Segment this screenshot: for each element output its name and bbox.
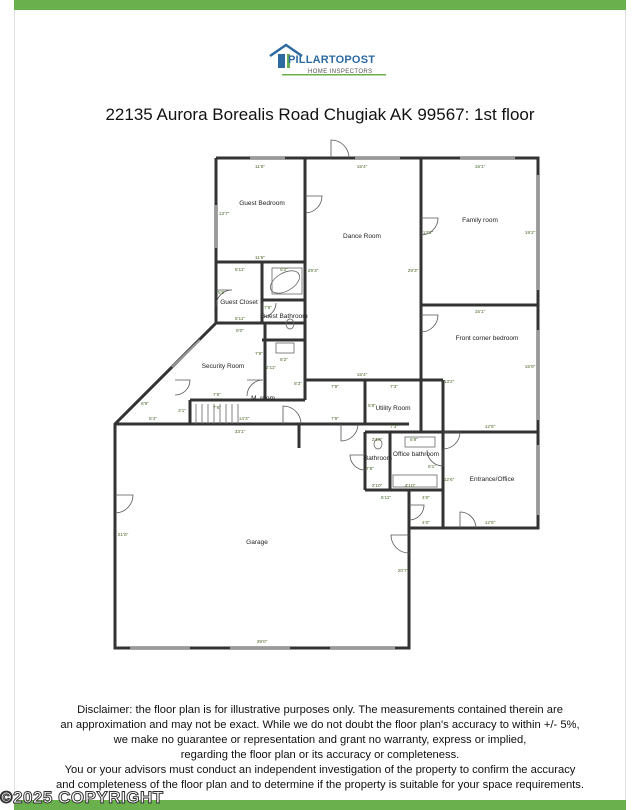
- dimension-label: 4'0": [422, 496, 430, 501]
- dimension-label: 14'3": [238, 417, 250, 422]
- disclaimer-line: an approximation and may not be exact. While we do not doubt the floor plan's accuracy to within +/- 5%,: [60, 719, 580, 731]
- dimension-label: 12'5": [484, 425, 496, 430]
- room-label-guest-closet: Guest Closet: [220, 299, 258, 306]
- disclaimer-line: Disclaimer: the floor plan is for illustrative purposes only. The measurements contained therein are: [77, 704, 563, 716]
- dimension-label: 7'8": [366, 467, 374, 472]
- dimension-label: 3'1": [178, 409, 186, 414]
- dimension-label: 15'4": [356, 373, 368, 378]
- room-label-guest-bathroom: Guest Bathroom: [260, 313, 308, 320]
- room-label-guest-bedroom: Guest Bedroom: [239, 200, 285, 207]
- room-label-family-room: Family room: [462, 217, 498, 224]
- room-label-utility-room: Utility Room: [375, 405, 411, 412]
- dimension-label: 2'10": [371, 484, 383, 489]
- disclaimer: [30, 703, 610, 793]
- dimension-label: 20'7": [397, 569, 409, 574]
- dimension-label: 21'6": [117, 533, 129, 538]
- dimension-label: 7'3": [390, 385, 398, 390]
- dimension-label: 5'8": [368, 404, 376, 409]
- room-label-dance-room: Dance Room: [343, 233, 381, 240]
- dimension-label: 15'1": [474, 165, 486, 170]
- dimension-label: 7'3": [390, 425, 398, 430]
- dimension-label: 7'6": [213, 393, 221, 398]
- dimension-label: 12'5": [484, 521, 496, 526]
- dimension-label: 7'8": [264, 306, 272, 311]
- room-label-bathroom: Bathroom: [363, 455, 393, 462]
- dimension-label: 15'4": [356, 165, 368, 170]
- room-label-garage: Garage: [246, 539, 268, 546]
- dimension-label: 11'6": [254, 256, 266, 261]
- room-label-security-room: Security Room: [201, 363, 245, 370]
- dimension-label: 7'9": [331, 417, 339, 422]
- page-title: 22135 Aurora Borealis Road Chugiak AK 99567: 1st floor: [105, 105, 535, 124]
- dimension-label: 5'11": [234, 317, 246, 322]
- dimension-label: 11'6": [254, 165, 266, 170]
- floor-plan-walls: [115, 158, 538, 648]
- room-label-front-corner-bedroom: Front corner bedroom: [455, 335, 519, 342]
- dimension-label: 39'0": [256, 640, 268, 645]
- dimension-label: 6'9": [141, 402, 149, 407]
- dimension-label: 15'1": [474, 310, 486, 315]
- disclaimer-line: and completeness of the floor plan and to determine if the property is suitable for your space requirements.: [56, 779, 584, 791]
- room-label-m-room: M. room: [251, 395, 275, 402]
- room-label-entrance-office: Entrance/Office: [469, 476, 515, 483]
- disclaimer-line: You or your advisors must conduct an independent investigation of the property to confirm the accuracy: [64, 764, 576, 776]
- dimension-label: 19'2": [524, 231, 536, 236]
- dimension-label: 13'2": [422, 231, 434, 236]
- dimension-label: 5'11": [234, 268, 246, 273]
- brand-subtitle: HOME INSPECTORS: [308, 69, 373, 75]
- dimension-label: 29'3": [407, 269, 419, 274]
- dimension-label: 6'0": [236, 329, 244, 334]
- copyright-watermark: ©2025 COPYRIGHT: [0, 788, 164, 807]
- dimension-label: 2'11": [265, 366, 277, 371]
- dimension-label: 6'1": [428, 465, 436, 470]
- room-label-office-bathroom: Office bathroom: [392, 451, 440, 458]
- dimension-label: 29'3": [307, 269, 319, 274]
- disclaimer-line: we make no guarantee or representation and grant no warranty, express or implied,: [113, 734, 527, 746]
- dimension-label: 12'6": [443, 478, 455, 483]
- dimension-label: 33'1": [234, 430, 246, 435]
- dimension-label: 5'2": [280, 358, 288, 363]
- dimension-label: 7'8": [255, 352, 263, 357]
- dimension-label: 4'10": [404, 484, 416, 489]
- dimension-label: 5'9": [218, 291, 226, 296]
- dimension-label: 13'2": [443, 380, 455, 385]
- disclaimer-line: regarding the floor plan or its accuracy or completeness.: [180, 749, 460, 761]
- dimension-label: 2'10": [371, 438, 383, 443]
- dimension-label: 8'4": [149, 417, 157, 422]
- dimension-label: 8'3": [294, 382, 302, 387]
- dimension-label: 15'9": [524, 365, 536, 370]
- dimension-label: 4'0": [422, 521, 430, 526]
- dimension-label: 7'6": [213, 406, 221, 411]
- dimension-label: 13'7": [218, 212, 230, 217]
- dimension-label: 7'9": [331, 385, 339, 390]
- dimension-label: 5'9": [410, 438, 418, 443]
- dimension-label: 5'11": [380, 496, 392, 501]
- dimension-label: 5'2": [280, 268, 288, 273]
- brand-name: PILLARTOPOST: [288, 54, 376, 66]
